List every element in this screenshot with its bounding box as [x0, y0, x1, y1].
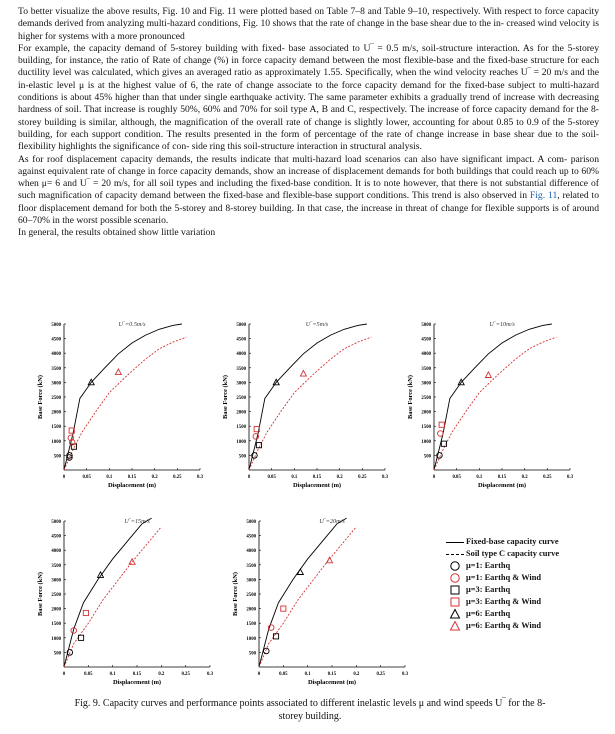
y-tick-label: 4500 [246, 534, 256, 540]
chart-svg-5 [225, 513, 415, 693]
x-tick-label: 0.1 [304, 672, 311, 677]
legend-m6e: μ=6: Earthq [444, 608, 604, 620]
x-tick-label: 0 [247, 475, 251, 480]
y-tick-label: 2500 [421, 396, 431, 401]
y-tick-label: 1500 [236, 425, 246, 431]
x-axis-label: Displacement (m) [112, 679, 162, 686]
x-axis-label: Displacement (m) [292, 482, 342, 489]
performance-point [273, 634, 278, 639]
y-tick-label: 4000 [51, 549, 61, 555]
y-axis-label: Base Force (kN) [37, 572, 44, 616]
chart-panel-5 [225, 513, 415, 693]
x-tick-label: 0 [62, 672, 66, 677]
y-tick-label: 500 [423, 454, 431, 460]
x-tick-label: 0.2 [158, 672, 165, 677]
y-tick-label: 500 [53, 651, 61, 657]
y-tick-label: 3000 [246, 578, 256, 584]
fig-11-link[interactable]: Fig. 11 [529, 190, 558, 202]
y-tick-label: 3500 [51, 563, 61, 569]
performance-point [439, 422, 444, 427]
x-tick-label: 0.3 [207, 672, 213, 677]
y-tick-label: 2000 [246, 607, 256, 613]
y-tick-label: 2000 [51, 607, 61, 613]
x-tick-label: 0 [432, 475, 436, 480]
x-axis-label: Displacement (m) [477, 482, 527, 489]
y-tick-label: 2500 [51, 396, 61, 401]
x-tick-label: 0.05 [84, 672, 93, 677]
fixed-base-curve [259, 518, 347, 667]
performance-point [83, 610, 88, 615]
chart-title: U‾=10m/s [489, 321, 515, 328]
chart-svg-2 [215, 316, 395, 496]
y-tick-label: 4000 [246, 549, 256, 555]
legend-m1w: μ=1: Earthq & Wind [444, 572, 604, 584]
y-tick-label: 4500 [51, 534, 61, 540]
x-tick-label: 0.05 [267, 475, 276, 480]
chart-title: U‾=20m/s [319, 518, 345, 525]
x-tick-label: 0.25 [181, 672, 190, 677]
y-tick-label: 1500 [421, 425, 431, 431]
y-tick-label: 2000 [51, 410, 61, 416]
soil-type-c-curve [64, 337, 186, 470]
y-tick-label: 5000 [421, 323, 431, 328]
x-tick-label: 0.2 [151, 475, 158, 480]
y-tick-label: 4500 [236, 337, 246, 343]
y-tick-label: 4000 [236, 352, 246, 358]
performance-point [327, 557, 333, 563]
y-tick-label: 3000 [236, 381, 246, 387]
legend-m3w: μ=3: Earthq & Wind [444, 596, 604, 608]
y-tick-label: 1500 [246, 622, 256, 628]
y-axis-label: Base Force (kN) [37, 375, 44, 419]
chart-title: U‾=15m/s [124, 518, 150, 525]
soil-type-c-curve [259, 527, 356, 667]
x-tick-label: 0.25 [358, 475, 367, 480]
x-tick-label: 0.25 [173, 475, 182, 480]
soil-type-c-curve [249, 337, 371, 470]
y-tick-label: 4000 [421, 352, 431, 358]
y-tick-label: 1500 [51, 425, 61, 431]
x-tick-label: 0.1 [106, 475, 113, 480]
x-tick-label: 0.15 [312, 475, 322, 480]
chart-panel-1 [30, 316, 210, 496]
y-tick-label: 500 [248, 651, 256, 657]
fixed-base-curve [64, 518, 152, 667]
paragraph-2: For example, the capacity demand of 5-storey building with fixed- base associated to U‾ = 0.5 m/s, soil-structure interaction. As for the 5-storey building, for instance, the ratio of Rate of change (%) in force capacity demand between the most flexible-base and the fixed-base structure for each ductility level was calculated, which gives an averaged ratio as approximately 1.55. Specifically, when the wind velocity reaches U‾ = 20 m/s and the in-elastic level μ is at the highest value of 6, the rate of change associate to the force capacity demand for the fixed-base subject to multi-hazard conditions is about 45% higher than that under single earthquake activity. The same parameter exhibits a gradually trend of increase with decreasing hardness of soil. That increase is roughly 50%, 60% and 70% for soil type A, B and C, respectively. The increase of force capacity demand for the 8-storey building is similar, although, the magnification of the overall rate of change is slightly lower, accounting for about 0.85 to 0.9 of the 5-storey building, for each support condition. The results presented in the form of percentage of the rate of change increase in base shear due to the soil-flexibility highlights the significance of con- side ring this soil-structure interaction in structural analysis. [18, 42, 599, 153]
y-tick-label: 3500 [246, 563, 256, 569]
y-tick-label: 3500 [51, 366, 61, 372]
y-tick-label: 3000 [421, 381, 431, 387]
y-tick-label: 1000 [421, 439, 431, 445]
body-text [18, 6, 599, 240]
x-tick-label: 0 [257, 672, 261, 677]
legend-fixed: Fixed-base capacity curve [444, 536, 604, 548]
y-tick-label: 3000 [51, 578, 61, 584]
legend-soil: Soil type C capacity curve [444, 548, 604, 560]
x-tick-label: 0.2 [521, 475, 528, 480]
paragraph-3-tail: , related to floor displacement demand for both the 5-storey and 8-storey building. In that case, the increase in threat of change for flexible supports is of around 60–70% in the worst possible scenario. [18, 190, 599, 227]
x-tick-label: 0.25 [543, 475, 552, 480]
y-axis-label: Base Force (kN) [232, 572, 239, 616]
x-tick-label: 0.25 [376, 672, 385, 677]
y-tick-label: 4500 [421, 337, 431, 343]
x-tick-label: 0.2 [353, 672, 360, 677]
x-tick-label: 0.15 [132, 672, 142, 677]
y-tick-label: 2500 [51, 593, 61, 598]
y-tick-label: 1000 [51, 636, 61, 642]
performance-point [115, 369, 121, 375]
paragraph-3 [18, 154, 599, 228]
y-tick-label: 5000 [236, 323, 246, 328]
x-tick-label: 0.3 [382, 475, 388, 480]
legend-m6w: μ=6: Earthq & Wind [444, 620, 604, 632]
y-tick-label: 2000 [421, 410, 431, 416]
x-axis-label: Displacement (m) [307, 679, 357, 686]
x-tick-label: 0.15 [327, 672, 337, 677]
y-tick-label: 4000 [51, 352, 61, 358]
y-tick-label: 5000 [51, 520, 61, 525]
y-axis-label: Base Force (kN) [407, 375, 414, 419]
chart-title: U‾=5m/s [305, 321, 329, 328]
x-tick-label: 0.3 [197, 475, 203, 480]
performance-point [78, 635, 83, 640]
x-tick-label: 0 [62, 475, 66, 480]
x-tick-label: 0.05 [452, 475, 461, 480]
y-tick-label: 2500 [236, 396, 246, 401]
soil-type-c-curve [434, 337, 556, 470]
x-tick-label: 0.3 [402, 672, 408, 677]
chart-panel-3 [400, 316, 580, 496]
y-tick-label: 3500 [421, 366, 431, 372]
x-axis-label: Displacement (m) [107, 482, 157, 489]
x-tick-label: 0.1 [109, 672, 116, 677]
chart-svg-3 [400, 316, 580, 496]
performance-point [485, 372, 491, 378]
x-tick-label: 0.15 [497, 475, 507, 480]
y-tick-label: 1000 [236, 439, 246, 445]
soil-type-c-curve [64, 527, 161, 667]
paragraph-3-text: As for roof displacement capacity demands, the results indicate that multi-hazard load scenarios can also have significant impact. A com- parison against equivalent rate of change in force capacity demands, show an increase of displacement demands for both buildings that could reach up to 60% when μ= 6 and U‾ = 20 m/s, for all soil types and including the fixed-base condition. It is to note however, that there is not substantial difference of such magnification of capacity demand between the fixed-base and flexible-base support conditions. This trend is also observed in [18, 153, 599, 202]
y-tick-label: 5000 [51, 323, 61, 328]
y-axis-label: Base Force (kN) [222, 375, 229, 419]
paragraph-4: In general, the results obtained show little variation [18, 227, 216, 239]
chart-svg-4 [30, 513, 220, 693]
y-tick-label: 1000 [246, 636, 256, 642]
x-tick-label: 0.15 [127, 475, 137, 480]
chart-panel-4 [30, 513, 220, 693]
x-tick-label: 0.3 [567, 475, 573, 480]
y-tick-label: 1500 [51, 622, 61, 628]
y-tick-label: 4500 [51, 337, 61, 343]
y-tick-label: 2500 [246, 593, 256, 598]
y-tick-label: 3500 [236, 366, 246, 372]
y-tick-label: 1000 [51, 439, 61, 445]
figure-caption: Fig. 9. Capacity curves and performance points associated to different inelastic levels μ and wind speeds U‾ for the 8-storey building. [74, 698, 546, 722]
y-tick-label: 5000 [246, 520, 256, 525]
paragraph-1: To better visualize the above results, Fig. 10 and Fig. 11 were plotted based on Table 7–8 and Table 9–10, respectively. With respect to force capacity demands derived from analyzing multi-hazard conditions, Fig. 10 shows that the rate of change in the base shear due to the in- creased wind velocity is higher for systems with a more pronounced [18, 6, 599, 42]
x-tick-label: 0.1 [291, 475, 298, 480]
y-tick-label: 3000 [51, 381, 61, 387]
chart-panel-2 [215, 316, 395, 496]
y-tick-label: 2000 [236, 410, 246, 416]
y-tick-label: 500 [238, 454, 246, 460]
x-tick-label: 0.05 [279, 672, 288, 677]
performance-point [438, 431, 444, 437]
x-tick-label: 0.05 [82, 475, 91, 480]
chart-svg-1 [30, 316, 210, 496]
x-tick-label: 0.1 [476, 475, 483, 480]
legend-m1e: μ=1: Earthq [444, 560, 604, 572]
y-tick-label: 500 [53, 454, 61, 460]
performance-point [281, 606, 286, 611]
x-tick-label: 0.2 [336, 475, 343, 480]
legend-m3e: μ=3: Earthq [444, 584, 604, 596]
chart-title: U‾=0.5m/s [118, 321, 146, 328]
performance-point [300, 370, 306, 376]
chart-legend [444, 536, 604, 632]
